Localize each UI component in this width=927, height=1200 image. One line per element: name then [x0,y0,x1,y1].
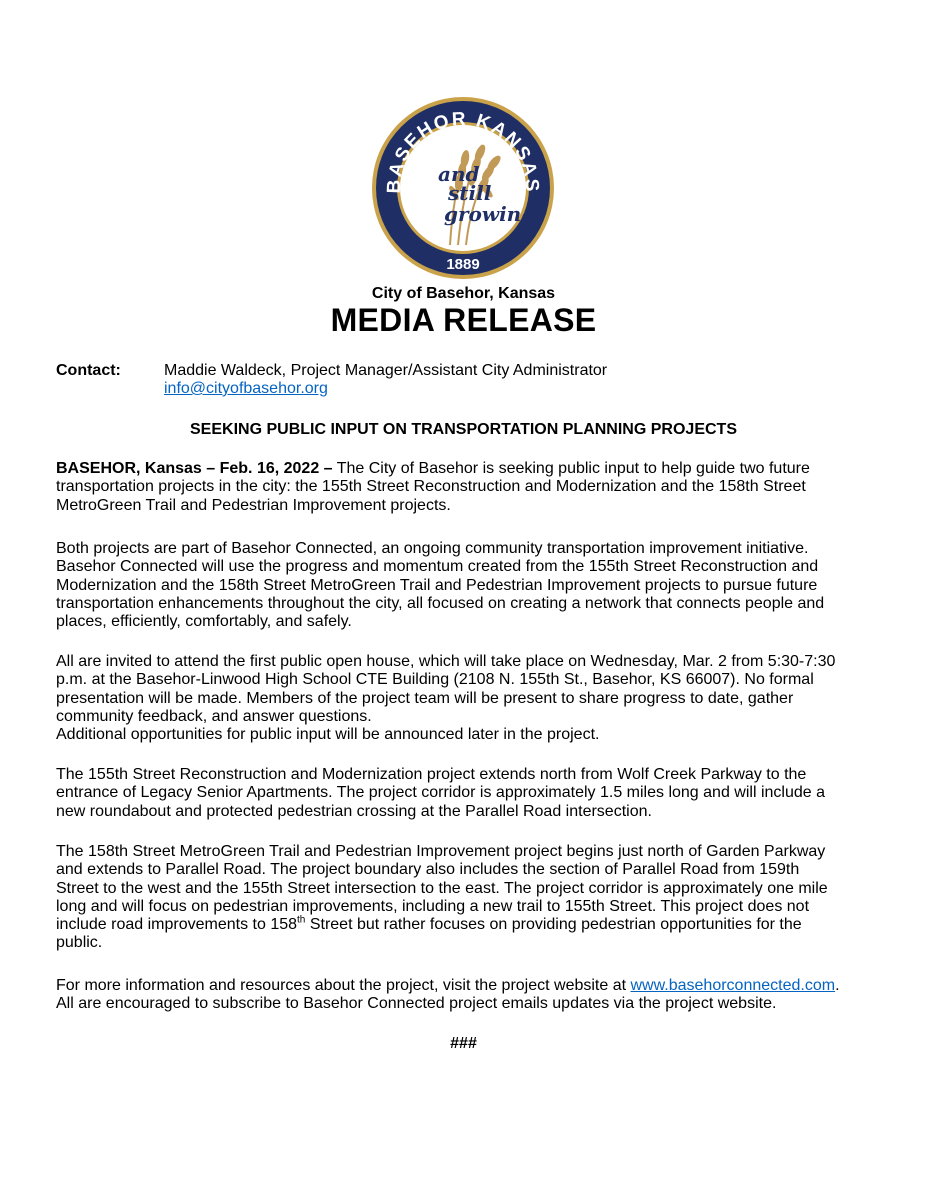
155th-street-text: The 155th Street Reconstruction and Modernization project extends north from Wolf Creek Parkway to the entrance of Legacy Senior Apartments. The project corridor is approximately 1.5 miles long and will include a new roundabout and protected pedestrian crossing at the Parallel Road intersection. [56,766,825,820]
dateline: BASEHOR, Kansas – Feb. 16, 2022 – [56,460,333,477]
more-info-text-a: For more information and resources about the project, visit the project website at [56,977,631,994]
paragraph-155th-street [56,766,886,821]
svg-text:still: still [448,181,492,205]
paragraph-158th-street [56,843,886,953]
release-headline: SEEKING PUBLIC INPUT ON TRANSPORTATION PLANNING PROJECTS [190,421,737,438]
contact-name: Maddie Waldeck, Project Manager/Assistant City Administrator [164,362,608,379]
ordinal-superscript: th [297,914,306,926]
open-house-text: All are invited to attend the first public open house, which will take place on Wednesday, Mar. 2 from 5:30-7:30 p.m. at the Basehor-Linwood High School CTE Building (2108 N. 155th St., Basehor, KS 66007). No formal presentation will be made. Members of the project team will be present to share progress to date, gather community feedback, and answer questions. Additional opportunities for public input will be announced later in the project. [56,653,836,744]
project-website-link[interactable]: www.basehorconnected.com [630,977,836,994]
basehor-kansas-seal-logo [370,95,556,281]
paragraph-open-house [56,653,886,744]
contact-details [164,362,607,398]
more-info-text-b: . All are encouraged to subscribe to Basehor Connected project emails updates via the project website. [56,977,840,1013]
158th-street-text-a: The 158th Street MetroGreen Trail and Pedestrian Improvement project begins just north of Garden Parkway and extends to Parallel Road. The project boundary also includes the section of Parallel Road from 159th Street to the west and the 155th Street intersection to the east. The project corridor is approximately one mile long and will focus on pedestrian improvements, including a new trail to 155th Street. This project does not include road improvements to 158 [56,843,828,934]
svg-text:growing: growing [444,202,536,226]
paragraph-more-info [56,977,886,1014]
end-mark: ### [450,1035,477,1052]
organization-name: City of Basehor, Kansas [371,285,556,302]
svg-text:and: and [438,162,480,186]
svg-text:1889: 1889 [446,256,480,273]
paragraph-intro [56,460,886,515]
page-title: MEDIA RELEASE [330,302,597,338]
svg-text:BASEHOR KANSAS: BASEHOR KANSAS [383,108,543,194]
contact-label: Contact: [56,362,121,379]
158th-street-text-b: Street but rather focuses on providing pedestrian opportunities for the public. [56,916,802,952]
intro-text: The City of Basehor is seeking public input to help guide two future transportation projects in the city: the 155th Street Reconstruction and Modernization and the 158th Street MetroGreen Trail and Pedestrian Improvement projects. [56,460,810,514]
paragraph-basehor-connected [56,540,886,631]
contact-email-link[interactable]: info@cityofbasehor.org [164,380,328,397]
basehor-connected-text: Both projects are part of Basehor Connected, an ongoing community transportation improvement initiative. Basehor Connected will use the progress and momentum created from the 155th Street Reconstruction and Modernization and the 158th Street MetroGreen Trail and Pedestrian Improvement projects to pursue future transportation enhancements throughout the city, all focused on creating a network that connects people and places, efficiently, comfortably, and safely. [56,540,825,631]
